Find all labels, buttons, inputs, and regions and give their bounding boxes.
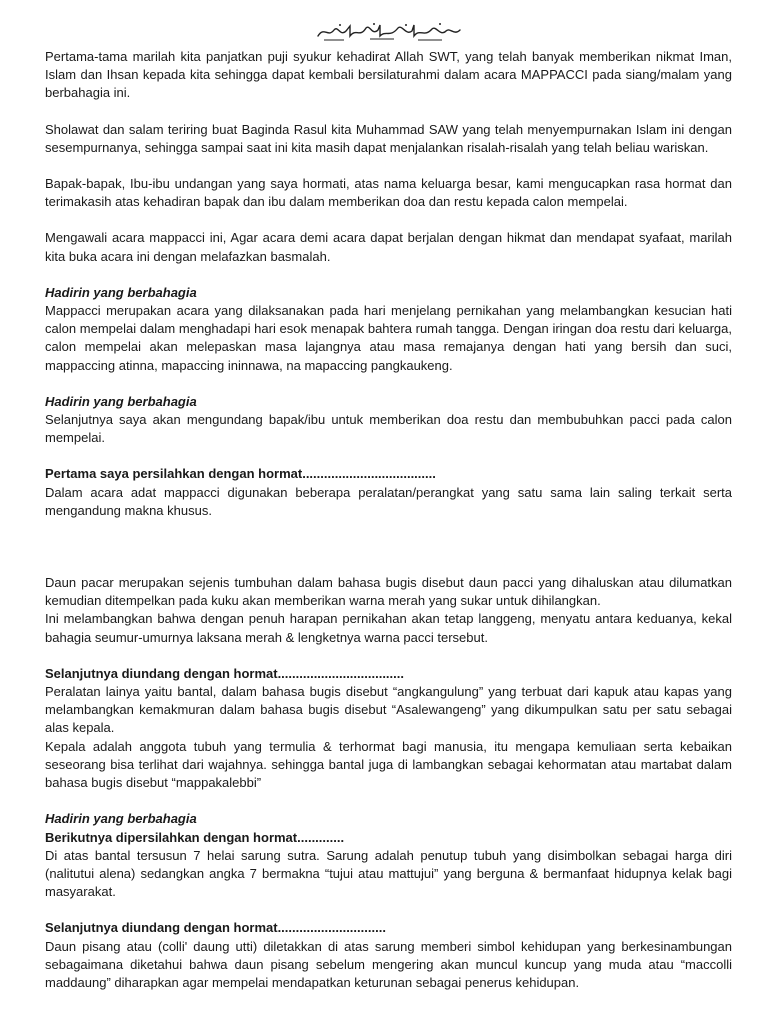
heading-next-invite-1: Selanjutnya diundang dengan hormat...................................	[45, 665, 404, 681]
heading-hadirin-2: Hadirin yang berbahagia	[45, 393, 197, 409]
paragraph-daun-pacar: Daun pacar merupakan sejenis tumbuhan dalam bahasa bugis disebut daun pacci yang dihaluskan atau dilumatkan kemudian ditempelkan pada kuku akan memberikan warna merah yang sukar untuk dihilangkan.	[45, 575, 732, 609]
paragraph-kepala: Kepala adalah anggota tubuh yang termulia & terhormat bagi manusia, itu mengapa kemuliaan serta kebaikan seseorang bisa terlihat dari wajahnya. sehingga bantal juga di lambangkan sebagai kehormatan atau martabat dalam bahasa bugis disebut “mappakalebbi”	[45, 738, 732, 791]
paragraph-basmalah: Mengawali acara mappacci ini, Agar acara demi acara dapat berjalan dengan hikmat dan mendapat syafaat, marilah kita buka acara ini dengan melafazkan basmalah.	[45, 230, 732, 264]
arabic-calligraphy-icon	[314, 22, 464, 42]
paragraph-bantal: Peralatan lainya yaitu bantal, dalam bahasa bugis disebut “angkangulung” yang terbuat dari kapuk atau kapas yang melambangkan kemakmuran dalam bahasa bugis disebut “Asalewangeng” yang dikumpulkan satu per satu sebagai alas kepala.	[45, 684, 732, 736]
heading-hadirin-1: Hadirin yang berbahagia	[45, 284, 197, 300]
paragraph-mappacci-meaning: Mappacci merupakan acara yang dilaksanakan pada hari menjelang pernikahan yang melambangkan kesucian hati calon mempelai dalam menghadapi hari esok menapak bahtera rumah tangga. Dengan iringan doa restu dari keluarga, calon mempelai akan melepaskan masa lajangnya atau masa remajanya dengan hati yang bersih dan suci, mappaccing atinna, mapaccing ininnawa, na mapaccing pangkaukeng.	[45, 303, 732, 373]
paragraph-equipment: Dalam acara adat mappacci digunakan beberapa peralatan/perangkat yang satu sama lain saling terkait serta mengandung makna khusus.	[45, 484, 732, 518]
heading-first-invite: Pertama saya persilahkan dengan hormat.....................................	[45, 466, 436, 482]
paragraph-opening: Pertama-tama marilah kita panjatkan puji syukur kehadirat Allah SWT, yang telah banyak memberikan nikmat Iman, Islam dan Ihsan kepada kita sehingga dapat kembali bersilaturahmi dalam acara MAPPACCI pada siang/malam yang berbahagia ini.	[45, 49, 732, 101]
paragraph-sholawat: Sholawat dan salam teriring buat Baginda Rasul kita Muhammad SAW yang telah menyempurnakan Islam ini dengan sesempurnanya, sehingga sampai saat ini kita masih dapat menjalankan risalah-risalah yang telah beliau wariskan.	[45, 121, 732, 155]
paragraph-daun-pacar-meaning: Ini melambangkan bahwa dengan penuh harapan pernikahan akan tetap langgeng, menyatu antara keduanya, kekal bahagia seumur-umurnya laksana merah & lengketnya warna pacci tersebut.	[45, 611, 732, 645]
paragraph-greeting: Bapak-bapak, Ibu-ibu undangan yang saya hormati, atas nama keluarga besar, kami mengucapkan rasa hormat dan terimakasih atas kehadiran bapak dan ibu dalam memberikan doa dan restu kepada calon mempelai.	[45, 176, 732, 210]
paragraph-daun-pisang: Daun pisang atau (colli' daung utti) diletakkan di atas sarung memberi simbol kehidupan yang berkesinambungan sebagaimana diketahui bahwa daun pisang sebelum mengering akan muncul kuncup yang muda atau “maccolli maddaung” diharapkan agar mempelai mendapatkan keturunan sebagai penerus kehidupan.	[45, 938, 732, 990]
heading-next-invite-2: Berikutnya dipersilahkan dengan hormat.............	[45, 829, 345, 845]
heading-hadirin-3: Hadirin yang berbahagia	[45, 811, 197, 827]
paragraph-sarung: Di atas bantal tersusun 7 helai sarung sutra. Sarung adalah penutup tubuh yang disimbolkan sebagai harga diri (nalitutui alena) sedangkan angka 7 bermakna “tujui atau mattujui” yang berguna & bermanfaat hidupnya kelak bagi masyarakat.	[45, 847, 732, 900]
paragraph-invitation: Selanjutnya saya akan mengundang bapak/ibu untuk memberikan doa restu dan membubuhkan pacci pada calon mempelai.	[45, 412, 732, 446]
heading-next-invite-3: Selanjutnya diundang dengan hormat..............................	[45, 920, 386, 936]
salam-calligraphy-logo	[45, 22, 732, 44]
